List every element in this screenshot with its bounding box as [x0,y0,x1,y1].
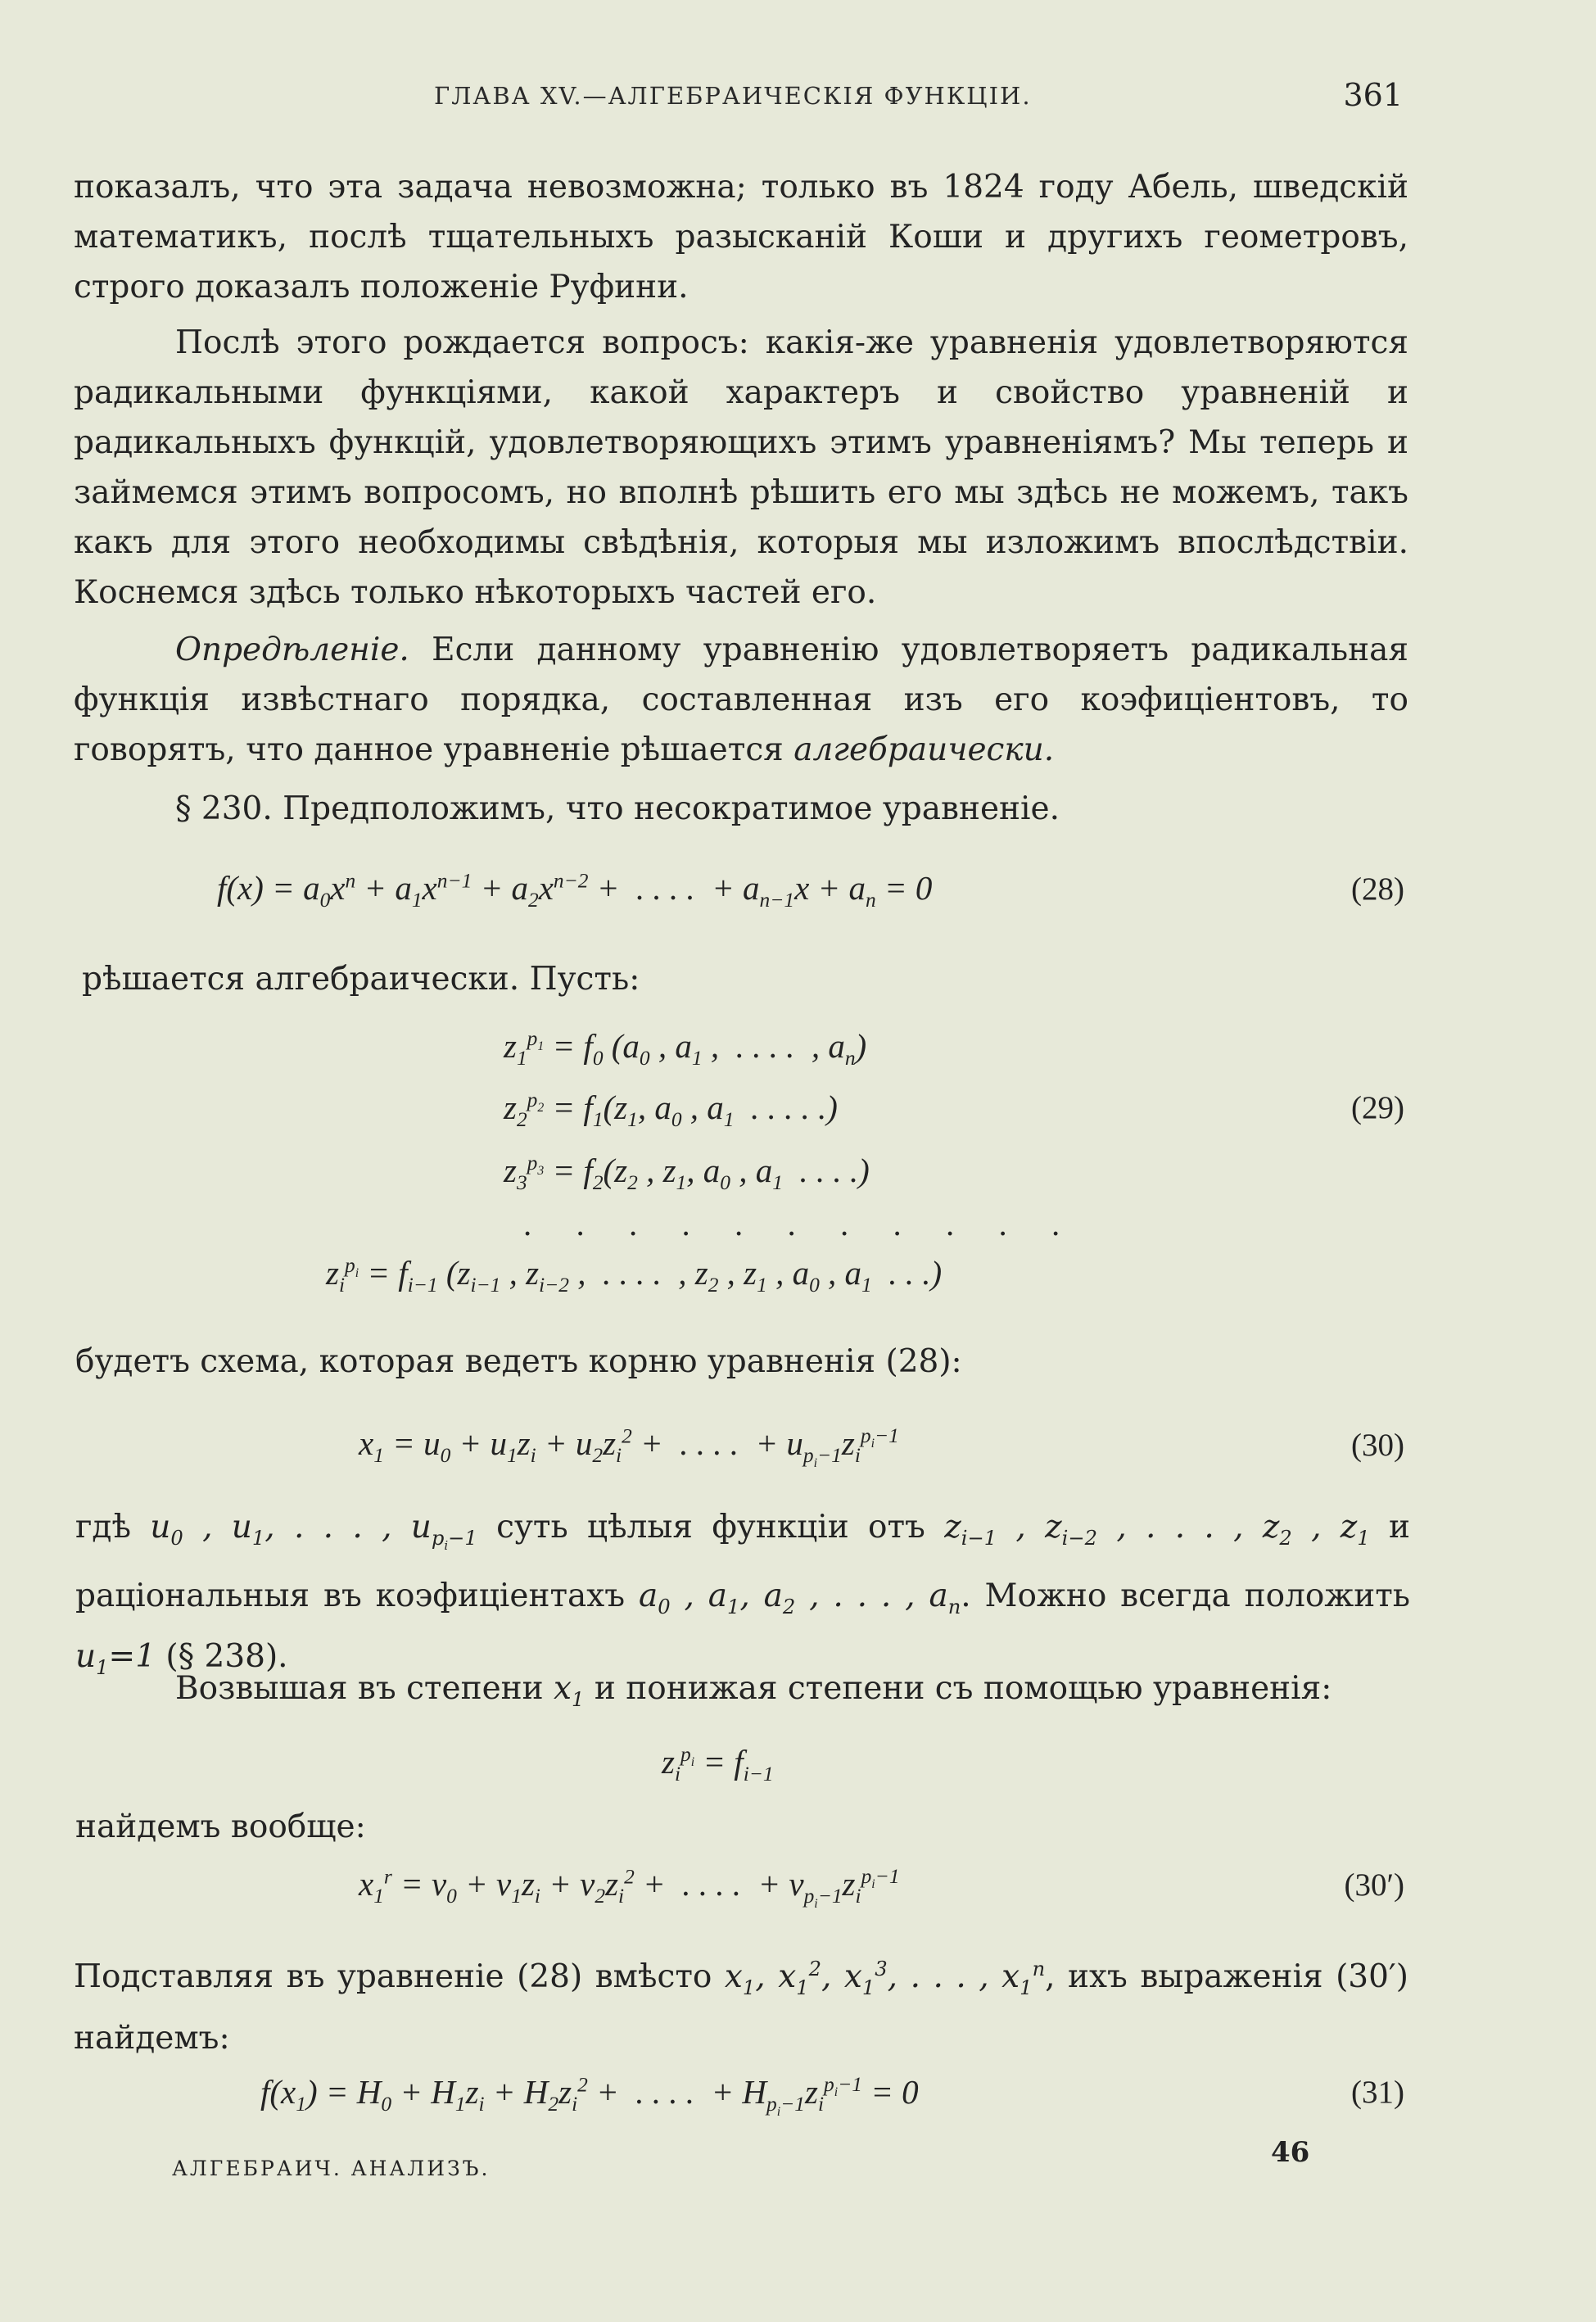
equation-28: $f(x) = a_0x^n + a_1x^{n-1} + a_2x^{n-2}$ + . . . . + $a_{n-1}x + a_n = 0$ [217,869,933,912]
paragraph-abel: показалъ, что эта задача невозможна; только въ 1824 году Абель, шведскій математикъ, послѣ тщательныхъ разысканій Коши и другихъ геометровъ, строго доказалъ положеніе Руфини. [74,169,1408,306]
equation-31: $f(x_1) = H_0 + H_1z_i + H_2z_i^2$ + . . . . + $H_{p_i-1}z_i^{p_i-1} = 0$ [260,2073,919,2120]
where-text-2: суть цѣлыя функціи отъ [477,1509,945,1546]
paragraph-substituting [74,1944,1408,2063]
where-math-u: $u_0$ , $u_1$, . . . , $u_{p_i-1}$ [150,1509,477,1553]
equation-30-prime: $x_1^r = v_0 + v_1z_i + v_2z_i^2$ + . . . . + $v_{p_i-1}z_i^{p_i-1}$ [359,1865,900,1912]
substituting-text-2: , ихъ выраженія (30′) найдемъ: [74,1958,1409,2057]
substituting-math-x: $x_1$, $x_1^2$, $x_1^3$, . . . , $x_1^n$ [724,1958,1046,1999]
running-header: ГЛАВА XV.—АЛГЕБРАИЧЕСКІЯ ФУНКЦІИ. [434,82,1032,110]
where-math-a: $a_0$ , $a_1$, $a_2$ , . . . , $a_n$ [638,1577,961,1618]
where-text-4: . Можно всегда положить [961,1577,1411,1614]
equation-reduction: $z_i^{p_i} = f_{i-1}$ [662,1743,774,1786]
line-find-generally: найдемъ вообще: [75,1808,366,1845]
equation-number-28: (28) [1351,871,1404,907]
definition-text: Если данному уравненію удовлетворяетъ радикальная функція извѣстнаго порядка, составленная изъ его коэфиціентовъ, то говорятъ, что данное уравненіе рѣшается [74,631,1408,768]
section-230-heading: § 230. Предположимъ, что несократимое уравненіе. [175,790,1060,827]
paragraph-definition [74,625,1408,775]
definition-label: Опредѣленіе. [175,631,409,668]
equation-30: $x_1 = u_0 + u_1z_i + u_2z_i^2$ + . . . . + $u_{p_i-1}z_i^{p_i-1}$ [359,1424,899,1471]
equation-number-30: (30) [1351,1428,1404,1463]
paragraph-question: Послѣ этого рождается вопросъ: какія-же уравненія удовлетворяются радикальными функціями, какой характеръ и свойство уравненій и радикальныхъ функцій, удовлетворяющихъ этимъ уравненіямъ? Мы теперь и займемся этимъ вопросомъ, но вполнѣ рѣшить его мы здѣсь не можемъ, такъ какъ для этого необходимы свѣдѣнія, которыя мы изложимъ впослѣдствіи. Коснемся здѣсь только нѣкоторыхъ частей его. [74,324,1408,611]
equation-number-31: (31) [1351,2075,1404,2110]
equation-number-30-prime: (30′) [1344,1867,1404,1903]
equation-29-line-1: $z_1^{p_1} = f_0$ ($a_0$ , $a_1$ , . . . . , $a_n$) [504,1027,867,1070]
where-text-3: и раціональныя въ коэфиціентахъ [75,1509,1410,1614]
line-solved-algebraically: рѣшается алгебраически. Пусть: [82,961,640,998]
where-math-u1: $u_1=1$ [75,1638,156,1680]
footer-book-title: АЛГЕБРАИЧ. АНАЛИЗЪ. [172,2157,491,2180]
raising-text-2: и понижая степени съ помощью уравненія: [584,1670,1332,1707]
where-text-1: гдѣ [75,1509,151,1546]
line-scheme: будетъ схема, которая ведетъ корню уравненія (28): [75,1343,962,1380]
substituting-text-1: Подставляя въ уравненіе (28) вмѣсто [74,1958,725,1995]
raising-text-1: Возвышая въ степени [175,1670,554,1707]
equation-29-ellipsis: . . . . . . . . . . . [524,1205,1079,1242]
footer-signature-number: 46 [1271,2136,1310,2169]
where-math-z: $z_{i-1}$ , $z_{i-2}$ , . . . , $z_2$ , $z_1$ [944,1509,1370,1550]
equation-29-line-i: $z_i^{p_i} = f_{i-1}$ ($z_{i-1}$ , $z_{i-2}$ , . . . . , $z_2$ , $z_1$ , $a_0$ , $a_1$ . . .) [326,1254,943,1297]
definition-term: алгебраически. [793,731,1055,768]
raising-math-x1: $x_1$ [554,1670,585,1711]
page-number: 361 [1343,77,1403,113]
where-text-5: (§ 238). [156,1638,288,1676]
equation-number-29: (29) [1351,1090,1404,1125]
equation-29-line-2: $z_2^{p_2} = f_1(z_1$, $a_0$ , $a_1$ . . . . .) [504,1089,838,1132]
line-raising-powers [175,1663,1332,1725]
equation-29-line-3: $z_3^{p_3} = f_2(z_2$ , $z_1$, $a_0$ , $a_1$ . . . .) [504,1152,870,1195]
